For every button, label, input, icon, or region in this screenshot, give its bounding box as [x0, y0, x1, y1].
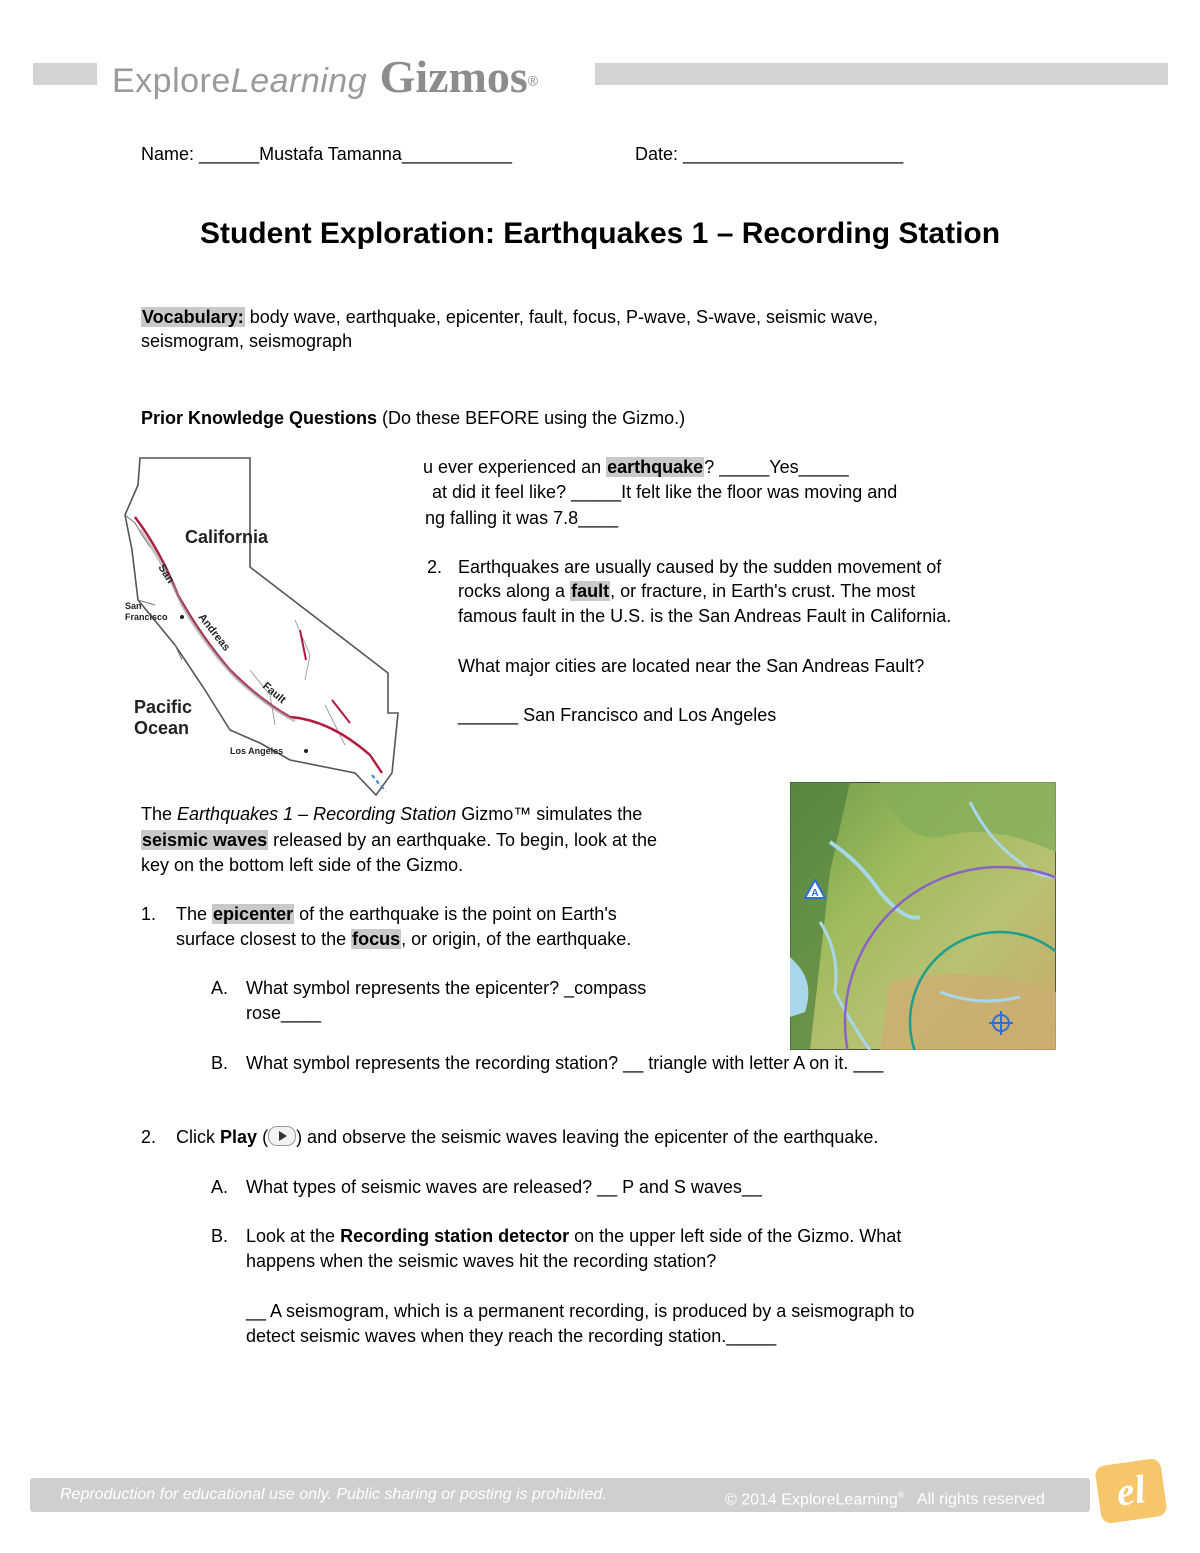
q1-number: 1.: [141, 904, 157, 924]
q2b-term: Recording station detector: [340, 1226, 570, 1246]
q2-line-1: [176, 1125, 878, 1150]
map-label-california: California: [185, 527, 269, 547]
header-bar-right: [595, 63, 1168, 85]
q2b-line-2: happens when the seismic waves hit the recording station?: [246, 1251, 717, 1271]
map-label-pacific: Pacific: [134, 697, 193, 717]
q2b-answer-1[interactable]: __ A seismogram, which is a permanent recording, is produced by a seismograph to: [246, 1301, 915, 1321]
intro-pre: The: [141, 804, 173, 824]
q1b-label: B.: [211, 1053, 229, 1073]
footer-bar: [30, 1478, 1090, 1512]
date-line: [635, 142, 903, 167]
q2a-label: A.: [211, 1177, 229, 1197]
term-focus: focus: [352, 929, 401, 949]
q2b-answer-2[interactable]: detect seismic waves when they reach the recording station._____: [246, 1326, 777, 1346]
gizmo-intro-line-2: [141, 828, 657, 853]
prior-q2-l2-pre: rocks along a: [458, 581, 566, 601]
term-fault: fault: [571, 581, 610, 601]
q1a-line-1[interactable]: What symbol represents the epicenter? _compass: [246, 978, 647, 998]
name-label: Name:: [141, 144, 195, 164]
brand-explore: Explore: [112, 62, 231, 100]
map-label-la: Los Angeles: [230, 746, 284, 756]
q1-l2-pre: surface closest to the: [176, 929, 347, 949]
play-button-icon[interactable]: [268, 1126, 296, 1146]
intro-l2-post: released by an earthquake. To begin, look at the: [273, 830, 658, 850]
prior-heading-note: (Do these BEFORE using the Gizmo.): [382, 408, 686, 428]
q1b-line-1[interactable]: What symbol represents the recording station? __ triangle with letter A on it. ___: [246, 1053, 884, 1073]
intro-gizmo-name: Earthquakes 1 – Recording Station: [177, 804, 457, 824]
el-logo-icon: [1094, 1458, 1167, 1525]
prior-knowledge-heading: [141, 406, 685, 431]
footer-copyright: © 2014 ExploreLearning® All rights reserved: [725, 1490, 1045, 1509]
q1a-label: A.: [211, 978, 229, 998]
vocabulary-label: Vocabulary:: [142, 307, 244, 327]
brand-learning: Learning: [230, 62, 368, 100]
date-label: Date:: [635, 144, 679, 164]
prior-q2-l2-post: , or fracture, in Earth's crust. The most: [610, 581, 916, 601]
gizmo-terrain-image: [790, 782, 1056, 1050]
term-seismic-waves: seismic waves: [142, 830, 268, 850]
date-value[interactable]: ______________________: [683, 144, 904, 164]
gizmo-intro-line-3: key on the bottom left side of the Gizmo.: [141, 855, 464, 875]
q2-paren-open: (: [262, 1127, 269, 1147]
prior-q2-line-2: [458, 579, 915, 604]
prior-heading-text: Prior Knowledge Questions: [141, 408, 378, 428]
q2-number: 2.: [141, 1127, 157, 1147]
la-dot: [304, 749, 308, 753]
page-title: Student Exploration: Earthquakes 1 – Recording Station: [199, 217, 1001, 250]
q1a-line-2[interactable]: rose____: [246, 1003, 322, 1023]
terrain-dry-bottom: [880, 974, 1056, 1050]
q2a-text[interactable]: What types of seismic waves are released? __ P and S waves__: [246, 1177, 762, 1197]
brand-gizmos: Gizmos: [379, 51, 528, 102]
footer-rights: All rights reserved: [916, 1491, 1045, 1509]
name-line: [141, 142, 512, 167]
prior-q1-answer: ? _____Yes_____: [704, 457, 849, 477]
term-epicenter: epicenter: [213, 904, 294, 924]
prior-q1-line-3: ng falling it was 7.8____: [425, 508, 619, 528]
q1-l1-pre: The: [176, 904, 208, 924]
q2-post: ) and observe the seismic waves leaving the epicenter of the earthquake.: [296, 1127, 879, 1147]
header-bar-left: [33, 63, 97, 85]
prior-q2-answer[interactable]: ______ San Francisco and Los Angeles: [458, 705, 777, 725]
name-value[interactable]: ______Mustafa Tamanna___________: [199, 144, 512, 164]
map-label-sf-2: Francisco: [125, 612, 168, 622]
map-label-san: San: [155, 562, 177, 586]
q1-line-1: [176, 902, 617, 927]
map-label-sf-1: San: [125, 601, 142, 611]
gizmo-intro-line-1: [141, 802, 642, 827]
vocabulary-terms-1: body wave, earthquake, epicenter, fault, focus, P-wave, S-wave, seismic wave,: [249, 307, 879, 327]
prior-q2-question: What major cities are located near the San Andreas Fault?: [458, 656, 925, 676]
prior-q2-line-3: famous fault in the U.S. is the San Andreas Fault in California.: [458, 606, 952, 626]
map-label-andreas: Andreas: [195, 611, 233, 654]
q1-l1-post: of the earthquake is the point on Earth's: [299, 904, 617, 924]
q2b-line-1: [246, 1224, 901, 1249]
q1-line-2: [176, 927, 631, 952]
registered-mark: ®: [527, 72, 539, 89]
vocabulary-line-1: [141, 305, 878, 330]
q2b-pre: Look at the: [246, 1226, 336, 1246]
footer-copyright-text: © 2014 ExploreLearning: [725, 1491, 898, 1509]
q2b-label: B.: [211, 1226, 229, 1246]
intro-post: Gizmo™ simulates the: [461, 804, 643, 824]
q2b-post: on the upper left side of the Gizmo. What: [574, 1226, 902, 1246]
el-logo-text: el: [1113, 1466, 1149, 1515]
svg-text:A: A: [811, 888, 819, 899]
q2-pre: Click: [176, 1127, 215, 1147]
map-label-fault: Fault: [260, 680, 288, 707]
prior-q2-number: 2.: [427, 557, 443, 577]
sf-dot: [180, 615, 184, 619]
term-earthquake: earthquake: [607, 457, 704, 477]
prior-q2-line-1: Earthquakes are usually caused by the sudden movement of: [458, 557, 942, 577]
brand-logo: [112, 50, 538, 102]
q1-l2-post: , or origin, of the earthquake.: [401, 929, 632, 949]
footer-notice: Reproduction for educational use only. Public sharing or posting is prohibited.: [60, 1486, 607, 1503]
vocabulary-line-2: seismogram, seismograph: [141, 331, 353, 351]
q2-play-label: Play: [220, 1127, 258, 1147]
california-map: [120, 455, 420, 800]
prior-q1-line-2: at did it feel like? _____It felt like the floor was moving and: [432, 482, 898, 502]
prior-q1-line-1: [423, 455, 849, 480]
map-label-ocean: Ocean: [134, 718, 190, 738]
prior-q1-pre: u ever experienced an: [423, 457, 602, 477]
